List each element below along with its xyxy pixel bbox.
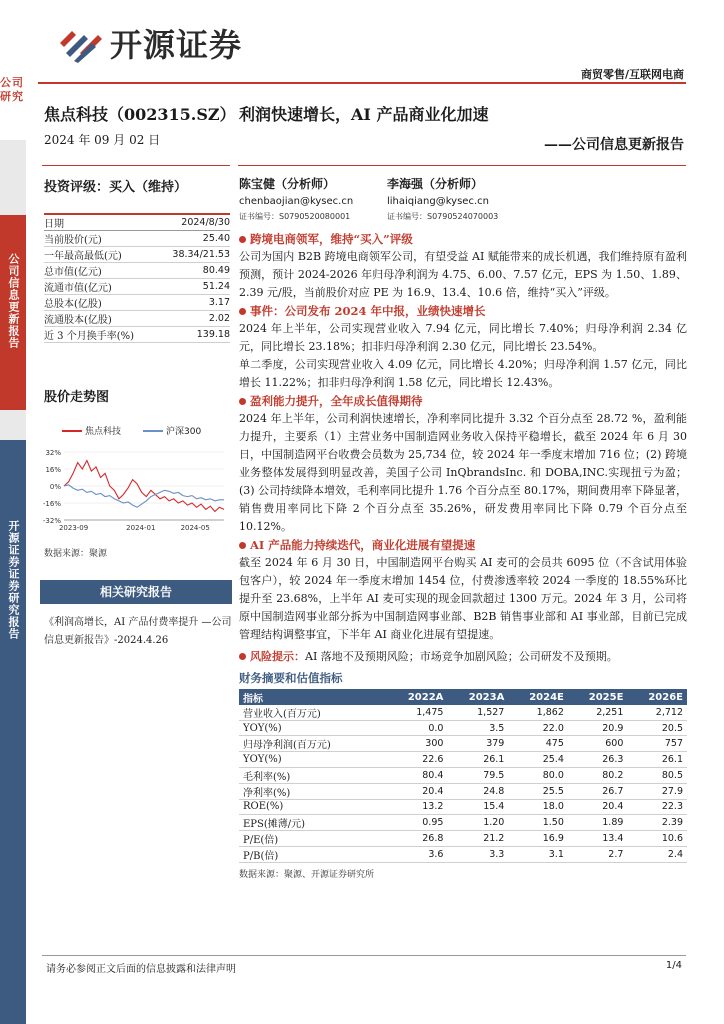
financial-cell: 1.50 (508, 815, 568, 831)
chart-y-tick-label: 32% (45, 449, 61, 457)
financial-cell: 0.95 (387, 815, 448, 831)
section-title-text: 盈利能力提升，全年成长值得期待 (250, 394, 423, 408)
financial-cell: 757 (627, 736, 687, 752)
legend-swatch-company (62, 430, 82, 432)
chart-x-tick-label: 2023-09 (58, 524, 89, 532)
financial-cell: 26.8 (387, 831, 448, 847)
stock-info-row (44, 263, 230, 279)
financial-table (239, 689, 687, 863)
financial-row (239, 752, 687, 767)
financial-header-cell: 2026E (627, 689, 687, 705)
investment-rating: 投资评级：买入（维持） (44, 180, 188, 195)
financial-row (239, 799, 687, 814)
section-title (239, 393, 687, 410)
financial-cell: 20.9 (568, 721, 628, 736)
chart-y-tick-label: 16% (45, 466, 61, 474)
financial-row (239, 815, 687, 831)
financial-cell: 20.5 (627, 721, 687, 736)
financial-cell: P/B(倍) (239, 847, 387, 863)
stock-info-row (44, 295, 230, 311)
industry-label: 商贸零售/互联网电商 (580, 68, 684, 81)
financial-cell: 归母净利润(百万元) (239, 736, 387, 752)
sidebar-label-3: 开源证券证券研究报告 (7, 520, 20, 640)
financial-cell: 10.6 (627, 831, 687, 847)
left-divider (42, 165, 230, 166)
risk-warning (239, 648, 687, 665)
analyst-email[interactable]: lihaiqiang@kysec.cn (387, 196, 489, 207)
chart-x-tick-label: 2024-01 (126, 524, 156, 532)
legend-label-company: 焦点科技 (85, 427, 122, 437)
stock-chart-title: 股价走势图 (44, 390, 110, 405)
legend-label-index: 沪深300 (166, 427, 202, 437)
financial-cell: 1,527 (447, 705, 508, 721)
financial-cell: 18.0 (508, 799, 568, 814)
financial-cell: 2.39 (627, 815, 687, 831)
financial-cell: 25.5 (508, 783, 568, 799)
financial-source: 数据来源：聚源、开源证券研究所 (239, 870, 375, 881)
main-body (239, 230, 687, 880)
financial-cell: 26.1 (447, 752, 508, 767)
financial-cell: 2,712 (627, 705, 687, 721)
financial-cell: 3.3 (447, 847, 508, 863)
financial-cell: 300 (387, 736, 448, 752)
chart-y-tick-label: -16% (42, 500, 61, 508)
analyst-card (239, 175, 387, 222)
related-report-link[interactable]: 《利润高增长，AI 产品付费率提升 —公司信息更新报告》-2024.4.26 (44, 617, 232, 646)
financial-cell: 21.2 (447, 831, 508, 847)
financial-header-cell: 2025E (568, 689, 628, 705)
stock-info-label: 一年最高最低(元) (44, 247, 157, 263)
report-date: 2024 年 09 月 02 日 (44, 133, 161, 147)
financial-cell: 20.4 (568, 799, 628, 814)
stock-info-row (44, 327, 230, 343)
stock-info-row (44, 214, 230, 231)
financial-cell: 3.6 (387, 847, 448, 863)
financial-cell: 2.7 (568, 847, 628, 863)
financial-cell: ROE(%) (239, 799, 387, 814)
report-headline: 利润快速增长，AI 产品商业化加速 (239, 105, 489, 124)
financial-row (239, 831, 687, 847)
right-divider (238, 165, 686, 166)
financial-cell: 13.2 (387, 799, 448, 814)
stock-info-value: 80.49 (157, 263, 230, 279)
stock-info-table (44, 213, 230, 343)
financial-cell: 80.2 (568, 767, 628, 783)
financial-cell: 379 (447, 736, 508, 752)
stock-price-chart (40, 446, 232, 536)
stock-info-row (44, 311, 230, 327)
financial-header-cell: 2024E (508, 689, 568, 705)
chart-x-tick-label: 2024-05 (180, 524, 210, 532)
analyst-name: 陈宝健（分析师） (239, 177, 336, 191)
section-title (239, 231, 687, 248)
sidebar-section-update-report (0, 215, 26, 410)
financial-cell: 80.4 (387, 767, 448, 783)
stock-info-value: 3.17 (157, 295, 230, 311)
financial-cell: 25.4 (508, 752, 568, 767)
series-line-index (64, 485, 224, 507)
section-title-text: 跨境电商领军，维持“买入”评级 (250, 232, 413, 246)
financial-cell: 26.3 (568, 752, 628, 767)
financial-cell: 80.0 (508, 767, 568, 783)
stock-info-label: 总市值(亿元) (44, 263, 157, 279)
footer-divider (42, 955, 686, 956)
sidebar-section-company-research (0, 70, 26, 140)
financial-cell: YOY(%) (239, 721, 387, 736)
financial-cell: 营业收入(百万元) (239, 705, 387, 721)
stock-info-label: 流通股本(亿股) (44, 311, 157, 327)
financial-cell: 15.4 (447, 799, 508, 814)
financial-cell: 27.9 (627, 783, 687, 799)
chart-legend (62, 424, 201, 437)
stock-info-label: 当前股价(元) (44, 231, 157, 247)
financial-cell: 1,862 (508, 705, 568, 721)
financial-cell: 2,251 (568, 705, 628, 721)
bullet-icon (239, 236, 246, 243)
financial-cell: 毛利率(%) (239, 767, 387, 783)
financial-cell: 24.8 (447, 783, 508, 799)
brand-logo-icon (58, 23, 104, 63)
chart-y-tick-label: 0% (49, 483, 61, 491)
risk-title: 风险提示： (250, 650, 305, 663)
stock-info-row (44, 231, 230, 247)
sidebar-label-2: 公司信息更新报告 (7, 253, 20, 349)
footer-disclaimer[interactable]: 请务必参阅正文后面的信息披露和法律声明 (46, 964, 236, 975)
stock-info-value: 139.18 (157, 327, 230, 343)
brand-logo (58, 20, 242, 66)
financial-row (239, 721, 687, 736)
financial-header-cell: 指标 (239, 689, 387, 705)
bullet-icon (239, 653, 246, 660)
section-paragraph: 截至 2024 年 6 月 30 日，中国制造网平台购买 AI 麦可的会员共 6095 位（不含试用体验包客户），较 2024 年一季度末增加 1454 位，付费渗透率较 2024 一季度的 18.55%环比提升至 23.68%，上半年 AI 麦可实现的现金回款超过 1300 万元。2024 年 3 月，公司将原中国制造网事业部分拆为中国制造网事业部、B2B 销售事业部和 AI 事业部，目前已完成管理结构调整事宜，下半年 AI 商业化进展有望提速。 (239, 556, 687, 641)
stock-info-row (44, 247, 230, 263)
financial-cell: 0.0 (387, 721, 448, 736)
financial-cell: P/E(倍) (239, 831, 387, 847)
section-paragraph: 2024 年上半年，公司实现营业收入 7.94 亿元，同比增长 7.40%；归母净利润 2.34 亿元，同比增长 23.18%；扣非归母净利润 2.30 亿元，同比增长 23.54%。 (239, 322, 687, 353)
stock-info-value: 51.24 (157, 279, 230, 295)
financial-header-cell: 2022A (387, 689, 448, 705)
financial-cell: 1.20 (447, 815, 508, 831)
stock-info-value: 38.34/21.53 (157, 247, 230, 263)
analyst-email[interactable]: chenbaojian@kysec.cn (239, 196, 354, 207)
financial-cell: YOY(%) (239, 752, 387, 767)
section-title (239, 303, 687, 320)
page-number: 1/4 (665, 960, 682, 971)
bullet-icon (239, 398, 246, 405)
section-title (239, 537, 687, 554)
stock-info-value: 2.02 (157, 311, 230, 327)
risk-text: AI 落地不及预期风险；市场竞争加剧风险；公司研发不及预期。 (305, 650, 618, 663)
financial-cell: 3.5 (447, 721, 508, 736)
financial-cell: 净利率(%) (239, 783, 387, 799)
financial-cell: 22.3 (627, 799, 687, 814)
stock-info-label: 流通市值(亿元) (44, 279, 157, 295)
section-paragraph: 2024 年上半年，公司利润快速增长，净利率同比提升 3.32 个百分点至 28.72 %，盈利能力提升，主要系（1）主营业务中国制造网业务收入保持平稳增长，截至 2024 年 6 月 30 日，中国制造网平台收费会员数为 25,734 位，较 2024 年一季度末增加 716 位；(2) 跨境业务整体发展得到明显改善，美国子公司 InQbrandsInc. 和 DOBA,INC.实现扭亏为盈；(3) 公司持续降本增效，毛利率同比提升 1.76 个百分点至 80.17%，期间费用率下降显著，销售费用率同比下降 2 个百分点至 35.26%，研发费用率同比下降 0.79 个百分点至 10.12%。 (239, 412, 688, 533)
stock-info-label: 日期 (44, 214, 157, 231)
financial-cell: 600 (568, 736, 628, 752)
chart-y-tick-label: -32% (42, 517, 61, 525)
financial-table-title: 财务摘要和估值指标 (239, 671, 343, 685)
analyst-card (387, 175, 535, 222)
financial-cell: 80.5 (627, 767, 687, 783)
analyst-name: 李海强（分析师） (387, 177, 484, 191)
legend-swatch-index (143, 430, 163, 432)
financial-row (239, 705, 687, 721)
financial-header-cell: 2023A (447, 689, 508, 705)
header-divider (38, 82, 686, 84)
financial-row (239, 847, 687, 863)
section-title-text: AI 产品能力持续迭代，商业化进展有望提速 (250, 538, 476, 552)
section-paragraph: 公司为国内 B2B 跨境电商领军公司，有望受益 AI 赋能带来的成长机遇，我们维持原有盈利预测，预计 2024-2026 年归母净利润为 4.75、6.00、7.57 亿元，EPS 为 1.50、1.89、2.39 元/股，当前股价对应 PE 为 16.9、13.4、10.6 倍，维持“买入”评级。 (239, 250, 687, 299)
section-paragraph: 单二季度，公司实现营业收入 4.09 亿元，同比增长 4.20%；归母净利润 1.57 亿元，同比增长 11.22%；扣非归母净利润 1.58 亿元，同比增长 12.43%。 (239, 358, 687, 389)
financial-cell: 26.7 (568, 783, 628, 799)
sidebar-section-kysec (0, 440, 26, 1024)
stock-info-value: 2024/8/30 (157, 214, 230, 231)
financial-cell: 20.4 (387, 783, 448, 799)
brand-name: 开源证券 (110, 26, 243, 64)
financial-cell: 2.4 (627, 847, 687, 863)
financial-cell: 22.6 (387, 752, 448, 767)
analyst-list (239, 175, 687, 222)
company-title: 焦点科技（002315.SZ） (44, 105, 236, 124)
stock-info-label: 近 3 个月换手率(%) (44, 327, 157, 343)
financial-cell: 16.9 (508, 831, 568, 847)
financial-cell: 3.1 (508, 847, 568, 863)
financial-row (239, 736, 687, 752)
sidebar-label-1: 公司研究 (0, 76, 24, 103)
financial-cell: EPS(摊薄/元) (239, 815, 387, 831)
analyst-cert: 证书编号：S0790520080001 (239, 212, 351, 221)
related-reports-header: 相关研究报告 (40, 580, 232, 604)
financial-row (239, 783, 687, 799)
stock-info-value: 25.40 (157, 231, 230, 247)
stock-info-row (44, 279, 230, 295)
financial-cell: 1.89 (568, 815, 628, 831)
bullet-icon (239, 542, 246, 549)
financial-cell: 13.4 (568, 831, 628, 847)
section-title-text: 事件：公司发布 2024 年中报，业绩快速增长 (250, 304, 486, 318)
chart-source: 数据来源：聚源 (44, 549, 108, 559)
financial-cell: 79.5 (447, 767, 508, 783)
stock-info-label: 总股本(亿股) (44, 295, 157, 311)
financial-cell: 475 (508, 736, 568, 752)
financial-cell: 22.0 (508, 721, 568, 736)
report-type: ——公司信息更新报告 (544, 137, 684, 153)
financial-cell: 1,475 (387, 705, 448, 721)
analyst-cert: 证书编号：S0790524070003 (387, 212, 499, 221)
financial-cell: 26.1 (627, 752, 687, 767)
financial-row (239, 767, 687, 783)
bullet-icon (239, 308, 246, 315)
